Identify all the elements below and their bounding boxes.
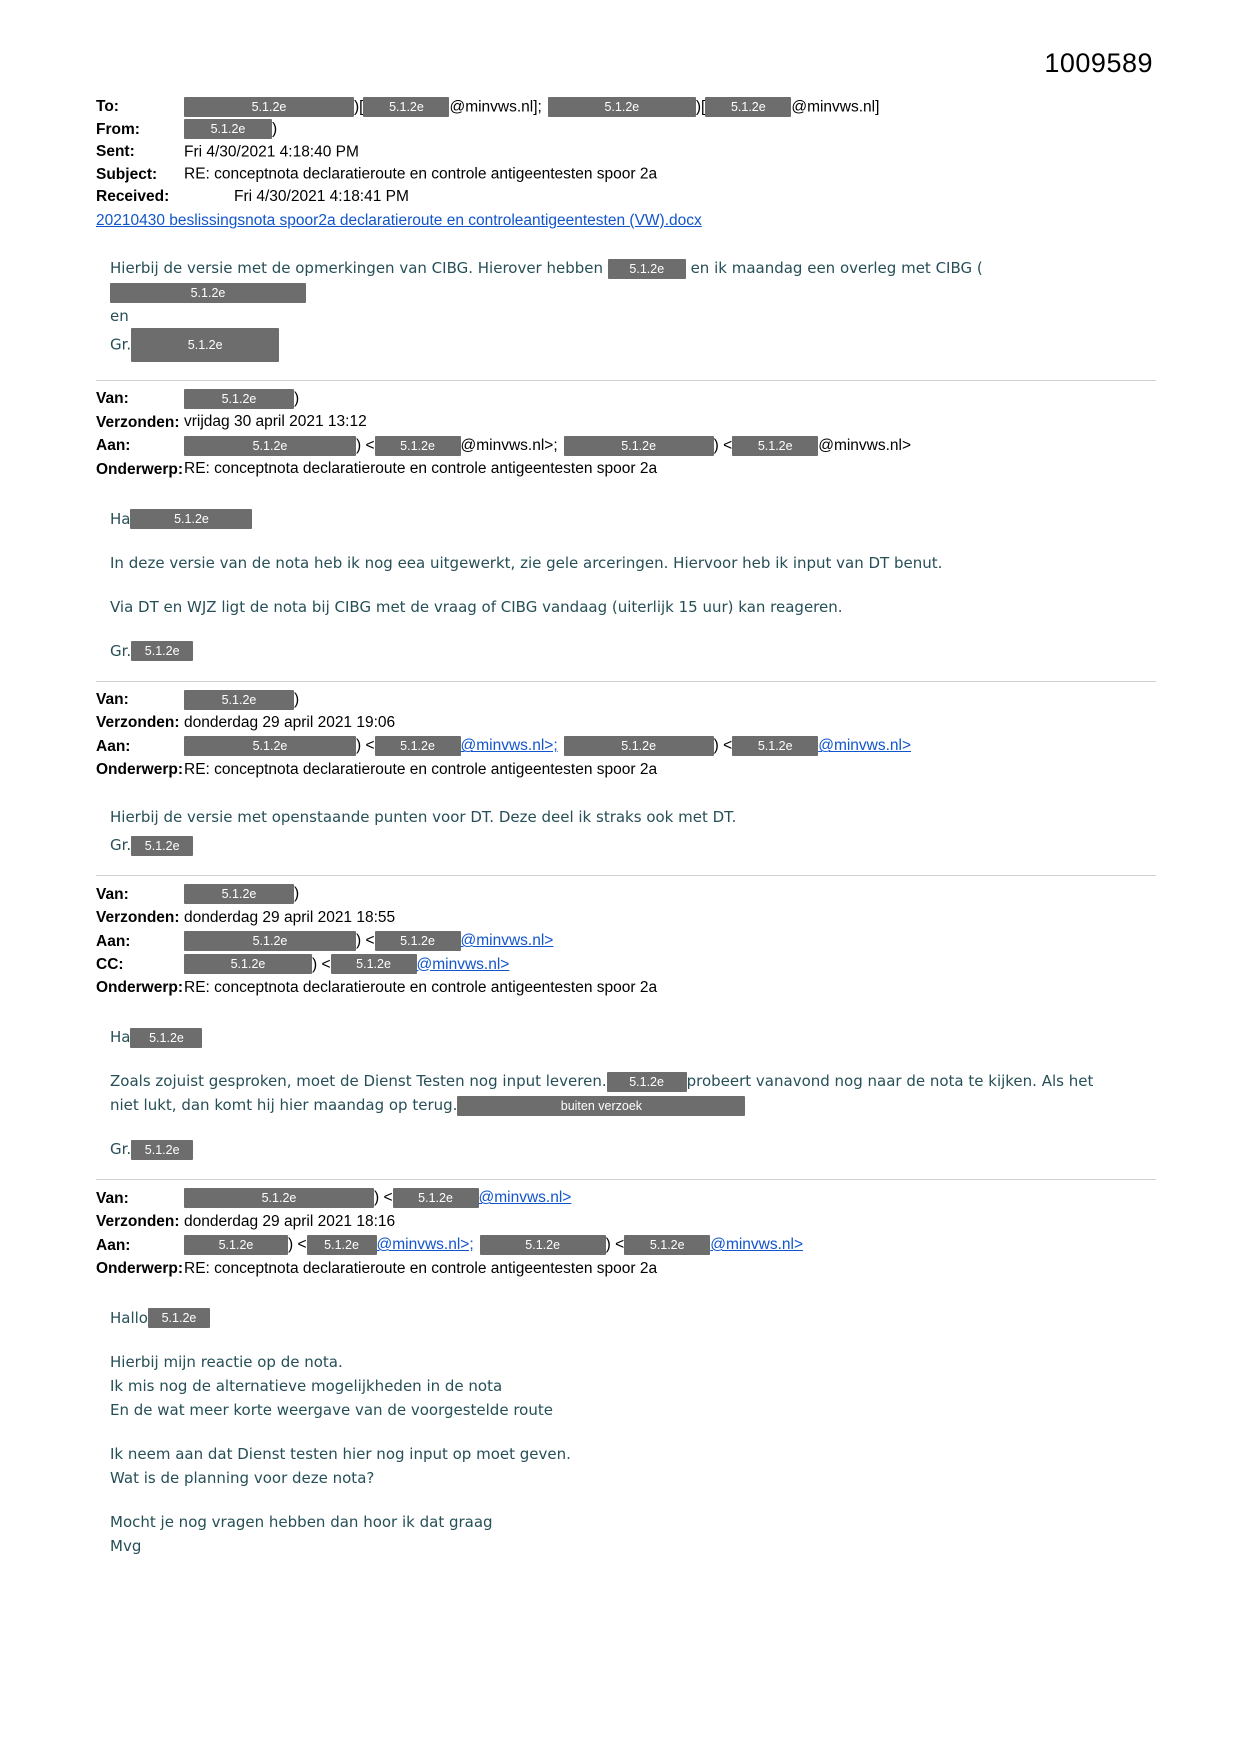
message-3-aan [96, 929, 1156, 952]
message-2-verzonden [96, 711, 1156, 734]
redaction-m1-sign: 5.1.2e [131, 641, 193, 661]
message-2-verzonden-value: donderdag 29 april 2021 19:06 [184, 714, 396, 732]
email-header [96, 96, 1156, 230]
message-4-para-2-l2: Wat is de planning voor deze nota? [110, 1468, 375, 1487]
redaction-m2-sign: 5.1.2e [131, 836, 193, 856]
message-3-van-suffix: ) [294, 885, 300, 903]
message-1-verzonden [96, 410, 1156, 433]
redaction-m3-aan-2: 5.1.2e [375, 931, 461, 951]
redaction-m1-greeting: 5.1.2e [130, 509, 252, 529]
message-4-para-1-l1: Hierbij mijn reactie op de nota. [110, 1352, 343, 1371]
redaction-m2-aan-2: 5.1.2e [375, 736, 461, 756]
message-1-verzonden-value: vrijdag 30 april 2021 13:12 [184, 413, 367, 431]
message-3-cc-sep1: ) < [312, 955, 331, 973]
redaction-m1-aan-2: 5.1.2e [375, 436, 461, 456]
redaction-m3-para-2: buiten verzoek [457, 1096, 745, 1116]
header-row-from [96, 118, 1156, 139]
message-0-line-1 [110, 256, 1156, 304]
message-4-van-sep: ) < [374, 1189, 393, 1207]
message-1-onderwerp-value: RE: conceptnota declaratieroute en controle antigeentesten spoor 2a [184, 460, 658, 478]
divider-2 [96, 681, 1156, 682]
redaction-m0-2: 5.1.2e [110, 283, 306, 303]
message-4-verzonden-label: Verzonden: [96, 1213, 180, 1231]
header-value-received: Fri 4/30/2021 4:18:41 PM [234, 188, 409, 206]
message-2-onderwerp-value: RE: conceptnota declaratieroute en controle antigeentesten spoor 2a [184, 760, 658, 778]
header-row-subject [96, 163, 1156, 184]
header-label-to: To: [96, 98, 119, 116]
message-2-aan-domain1[interactable]: @minvws.nl>; [460, 737, 558, 755]
message-1-sign-text: Gr. [110, 641, 132, 660]
redaction-m3-van: 5.1.2e [184, 884, 294, 904]
divider-4 [96, 1179, 1156, 1180]
message-3-verzonden [96, 906, 1156, 929]
message-4-onderwerp [96, 1257, 1156, 1280]
redaction-m4-aan-2: 5.1.2e [307, 1235, 377, 1255]
message-1-para-2: Via DT en WJZ ligt de nota bij CIBG met de vraag of CIBG vandaag (uiterlijk 15 uur) kan reageren. [110, 597, 843, 616]
message-1-van-suffix: ) [294, 390, 300, 408]
message-0-text-a: Hierbij de versie met de opmerkingen van CIBG. Hierover hebben [110, 259, 604, 278]
message-3-para-1-line2 [110, 1093, 1156, 1117]
message-3-para-1 [110, 1069, 1156, 1117]
message-1-onderwerp-label: Onderwerp: [96, 460, 183, 478]
message-1-aan-domain1: @minvws.nl>; [460, 436, 558, 454]
redaction-from-1: 5.1.2e [184, 119, 272, 139]
message-3-onderwerp-label: Onderwerp: [96, 979, 183, 997]
message-4-aan-domain1[interactable]: @minvws.nl>; [376, 1236, 474, 1254]
attachment-link[interactable]: 20210430 beslissingsnota spoor2a declaratieroute en controleantigeentesten (VW).docx [96, 212, 702, 230]
redaction-to-3: 5.1.2e [548, 97, 696, 117]
message-1-aan-sep2: ) < [713, 436, 733, 454]
message-3-para-1-b: probeert vanavond nog naar de nota te kijken. Als het [686, 1072, 1094, 1091]
redaction-m4-aan-1: 5.1.2e [184, 1235, 288, 1255]
header-to-suffix-2: )[ [695, 98, 706, 116]
header-row-sent [96, 141, 1156, 162]
message-2-van-label: Van: [96, 691, 129, 709]
message-4-para-3-l1: Mocht je nog vragen hebben dan hoor ik dat graag [110, 1512, 493, 1531]
message-1-aan-label: Aan: [96, 437, 131, 455]
message-3-greeting-text: Ha [110, 1028, 131, 1047]
header-row-received [96, 186, 1156, 207]
message-2-para-1: Hierbij de versie met openstaande punten voor DT. Deze deel ik straks ook met DT. [110, 808, 737, 827]
document-number: 1009589 [1044, 48, 1153, 78]
redaction-m4-van-2: 5.1.2e [393, 1188, 479, 1208]
message-3-meta [96, 882, 1156, 999]
message-4-van [96, 1186, 1156, 1209]
message-2-sign [110, 833, 1156, 857]
redaction-to-4: 5.1.2e [705, 97, 791, 117]
message-4-verzonden [96, 1210, 1156, 1233]
message-3-aan-sep1: ) < [356, 932, 375, 950]
message-4-para-2-l1: Ik neem aan dat Dienst testen hier nog input op moet geven. [110, 1444, 571, 1463]
message-1-aan-domain2: @minvws.nl> [818, 436, 912, 454]
header-label-subject: Subject: [96, 165, 158, 183]
message-3-verzonden-value: donderdag 29 april 2021 18:55 [184, 908, 396, 926]
message-2-aan [96, 734, 1156, 757]
message-2-aan-domain2[interactable]: @minvws.nl> [818, 737, 912, 755]
message-4-para-1 [110, 1350, 1156, 1422]
redaction-to-1: 5.1.2e [184, 97, 354, 117]
header-row-to [96, 96, 1156, 117]
message-2-meta [96, 688, 1156, 782]
message-0-text-b: en ik maandag een overleg met CIBG ( [690, 259, 983, 278]
redaction-m3-sign: 5.1.2e [131, 1140, 193, 1160]
redaction-m1-aan-4: 5.1.2e [732, 436, 818, 456]
message-2-van [96, 688, 1156, 711]
header-label-received: Received: [96, 188, 170, 206]
message-1-sign [110, 639, 1156, 663]
message-1-para-1: In deze versie van de nota heb ik nog eea uitgewerkt, zie gele arceringen. Hiervoor heb ik input van DT benut. [110, 553, 943, 572]
message-3-onderwerp [96, 976, 1156, 999]
message-3-cc [96, 953, 1156, 976]
header-label-from: From: [96, 120, 140, 138]
message-1-meta [96, 387, 1156, 481]
message-1-van-label: Van: [96, 390, 129, 408]
redaction-m4-van-1: 5.1.2e [184, 1188, 374, 1208]
message-2-aan-label: Aan: [96, 737, 131, 755]
message-2-onderwerp [96, 758, 1156, 781]
message-body-3 [96, 1025, 1156, 1161]
redaction-m1-aan-3: 5.1.2e [564, 436, 714, 456]
message-4-meta [96, 1186, 1156, 1280]
message-3-sign-text: Gr. [110, 1140, 132, 1159]
message-4-van-domain[interactable]: @minvws.nl> [478, 1189, 572, 1207]
header-value-subject: RE: conceptnota declaratieroute en controle antigeentesten spoor 2a [184, 165, 658, 183]
message-4-greeting-text: Hallo [110, 1308, 148, 1327]
header-value-sent: Fri 4/30/2021 4:18:40 PM [184, 143, 359, 161]
redaction-m4-greeting: 5.1.2e [148, 1308, 210, 1328]
message-4-aan-sep1: ) < [288, 1236, 307, 1254]
redaction-m2-van: 5.1.2e [184, 690, 294, 710]
message-3-para-1-c: niet lukt, dan komt hij hier maandag op terug. [110, 1096, 458, 1115]
message-1-greeting [110, 507, 1156, 531]
message-4-greeting [110, 1306, 1156, 1330]
header-to-domain-1: @minvws.nl]; [449, 98, 542, 116]
message-body-2 [96, 805, 1156, 857]
message-1-van [96, 387, 1156, 410]
message-3-greeting [110, 1025, 1156, 1049]
header-to-suffix-1: )[ [354, 98, 364, 116]
redaction-m3-cc-2: 5.1.2e [331, 954, 417, 974]
redaction-m4-aan-3: 5.1.2e [480, 1235, 606, 1255]
message-3-aan-label: Aan: [96, 932, 131, 950]
message-4-para-3-l2: Mvg [110, 1536, 142, 1555]
message-1-aan-sep1: ) < [356, 436, 375, 454]
message-2-aan-sep2: ) < [713, 737, 733, 755]
redaction-m2-aan-4: 5.1.2e [732, 736, 818, 756]
message-2-verzonden-label: Verzonden: [96, 714, 180, 732]
message-2-van-suffix: ) [294, 690, 300, 708]
redaction-m1-aan-1: 5.1.2e [184, 436, 356, 456]
message-3-van [96, 882, 1156, 905]
message-3-para-1-a: Zoals zojuist gesproken, moet de Dienst Testen nog input leveren. [110, 1072, 607, 1091]
redaction-m2-aan-3: 5.1.2e [564, 736, 714, 756]
message-4-para-1-l3: En de wat meer korte weergave van de voorgestelde route [110, 1400, 553, 1419]
message-4-aan-sep2: ) < [605, 1236, 625, 1254]
message-4-verzonden-value: donderdag 29 april 2021 18:16 [184, 1212, 396, 1230]
message-0-line-2 [110, 304, 1156, 328]
message-3-aan-domain1[interactable]: @minvws.nl> [460, 932, 554, 950]
message-3-cc-label: CC: [96, 955, 124, 973]
redaction-m2-aan-1: 5.1.2e [184, 736, 356, 756]
message-body-1 [96, 507, 1156, 663]
message-2-onderwerp-label: Onderwerp: [96, 761, 183, 779]
divider-1 [96, 380, 1156, 381]
email-content [96, 96, 1156, 1558]
message-4-para-2 [110, 1442, 1156, 1490]
message-3-van-label: Van: [96, 885, 129, 903]
message-1-aan [96, 434, 1156, 457]
redaction-m0-3: 5.1.2e [131, 328, 279, 362]
message-3-sign [110, 1137, 1156, 1161]
redaction-m4-aan-4: 5.1.2e [624, 1235, 710, 1255]
header-to-domain-2: @minvws.nl] [791, 98, 880, 116]
message-1-verzonden-label: Verzonden: [96, 413, 180, 431]
message-body-4 [96, 1306, 1156, 1558]
message-4-aan [96, 1233, 1156, 1256]
redaction-m3-greeting: 5.1.2e [130, 1028, 202, 1048]
message-1-greeting-text: Ha [110, 509, 131, 528]
redaction-to-2: 5.1.2e [363, 97, 449, 117]
message-3-cc-domain1[interactable]: @minvws.nl> [416, 955, 510, 973]
message-1-onderwerp [96, 457, 1156, 480]
message-2-aan-sep1: ) < [356, 737, 375, 755]
message-3-verzonden-label: Verzonden: [96, 909, 180, 927]
redaction-m3-cc-1: 5.1.2e [184, 954, 312, 974]
message-4-aan-domain2[interactable]: @minvws.nl> [710, 1236, 804, 1254]
redaction-m3-para-1: 5.1.2e [607, 1072, 687, 1092]
message-0-text-d: Gr. [110, 335, 132, 354]
header-from-suffix: ) [272, 120, 278, 138]
message-4-para-1-l2: Ik mis nog de alternatieve mogelijkheden in de nota [110, 1376, 503, 1395]
message-0-line-3 [110, 328, 1156, 362]
message-3-onderwerp-value: RE: conceptnota declaratieroute en controle antigeentesten spoor 2a [184, 978, 658, 996]
message-2-sign-text: Gr. [110, 836, 132, 855]
redaction-m1-van: 5.1.2e [184, 389, 294, 409]
header-label-sent: Sent: [96, 143, 135, 161]
message-4-aan-label: Aan: [96, 1236, 131, 1254]
message-4-van-label: Van: [96, 1189, 129, 1207]
message-4-para-3 [110, 1510, 1156, 1558]
message-body-0 [96, 256, 1156, 362]
message-0-text-c: en [110, 307, 129, 326]
message-4-onderwerp-value: RE: conceptnota declaratieroute en controle antigeentesten spoor 2a [184, 1259, 658, 1277]
divider-3 [96, 875, 1156, 876]
redaction-m3-aan-1: 5.1.2e [184, 931, 356, 951]
message-4-onderwerp-label: Onderwerp: [96, 1259, 183, 1277]
redaction-m0-1: 5.1.2e [608, 259, 686, 279]
